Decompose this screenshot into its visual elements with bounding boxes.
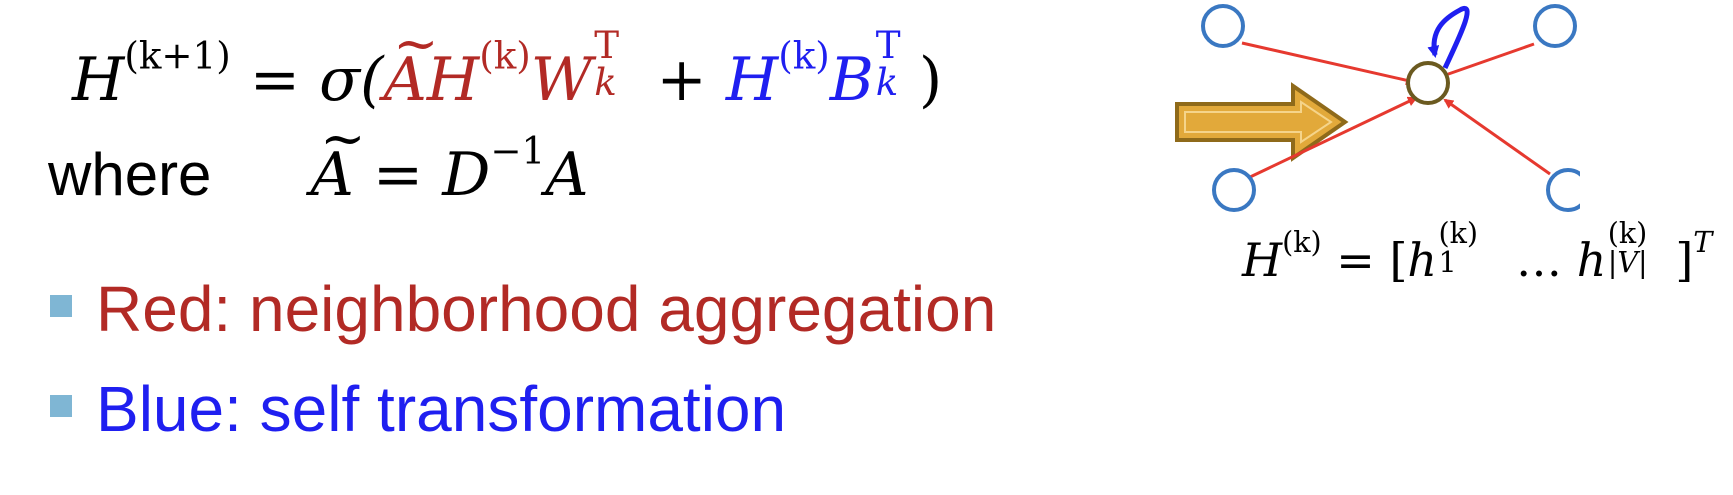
eq-plus: + (656, 45, 707, 115)
node-top-left (1203, 6, 1243, 46)
where-D-sup: −1 (490, 128, 546, 173)
eq-red-A-tilde: ~ A (384, 45, 427, 115)
main-equation (72, 23, 943, 115)
bullet-square-icon (50, 295, 72, 317)
hk-h1-scripts (1437, 217, 1501, 279)
eq-lhs-H: H (72, 45, 125, 115)
where-equation (48, 128, 589, 210)
eq-blue-B-sup: T (875, 23, 901, 68)
self-loop-edge (1434, 8, 1467, 68)
eq-red-H-sup: (k) (479, 33, 531, 78)
edge-bottom-left (1248, 98, 1416, 178)
bullet-blue-item (50, 372, 786, 446)
node-top-right (1535, 6, 1575, 46)
eq-blue-B-scripts (874, 23, 919, 105)
where-D: D (442, 140, 491, 210)
hk-h1: h (1407, 233, 1438, 287)
eq-blue-H-sup: (k) (778, 33, 830, 78)
graph-diagram (1160, 0, 1580, 220)
node-bottom-right (1548, 170, 1580, 210)
bullet-red-item (50, 272, 996, 346)
hk-eq: = [ (1336, 233, 1408, 287)
eq-lhs-sup: (k+1) (124, 33, 231, 78)
where-A: A (545, 140, 589, 210)
hk-dots: … (1501, 233, 1577, 287)
hk-hv-sup: (k) (1607, 217, 1648, 251)
eq-blue-B-sub: k (875, 60, 899, 105)
node-bottom-left (1214, 170, 1254, 210)
eq-red-W-scripts (592, 23, 637, 105)
edge-top-left (1242, 43, 1414, 82)
where-label: where (48, 141, 212, 208)
bullet-square-icon (50, 395, 72, 417)
hk-T: T (1693, 225, 1713, 259)
edge-bottom-right (1445, 100, 1550, 174)
eq-blue-H: H (725, 45, 779, 115)
bullet-blue-text: Blue: self transformation (96, 373, 787, 445)
hk-H-sup: (k) (1282, 225, 1322, 259)
node-center (1408, 63, 1448, 103)
eq-red-H: H (426, 45, 480, 115)
hk-hv-sub: |V| (1607, 245, 1648, 279)
eq-red-W-sup: T (594, 23, 620, 68)
eq-red-W-sub: k (594, 60, 617, 105)
hk-close: ] (1675, 233, 1694, 287)
hk-hv-scripts (1606, 217, 1675, 279)
eq-blue-B: B (829, 45, 874, 115)
eq-close-paren: ) (918, 45, 943, 115)
hk-formula (1242, 217, 1713, 287)
where-A-tilde: ~ A (311, 140, 354, 210)
bullet-red-text: Red: neighborhood aggregation (96, 273, 997, 345)
hk-h1-sup: (k) (1438, 217, 1478, 251)
hk-h1-sub: 1 (1438, 245, 1457, 279)
hk-hv: h (1576, 233, 1607, 287)
eq-sigma: σ( (319, 45, 384, 115)
where-equals: = (372, 140, 424, 210)
eq-equals: = (249, 45, 301, 115)
eq-red-W: W (530, 45, 593, 115)
hk-H: H (1242, 233, 1283, 287)
